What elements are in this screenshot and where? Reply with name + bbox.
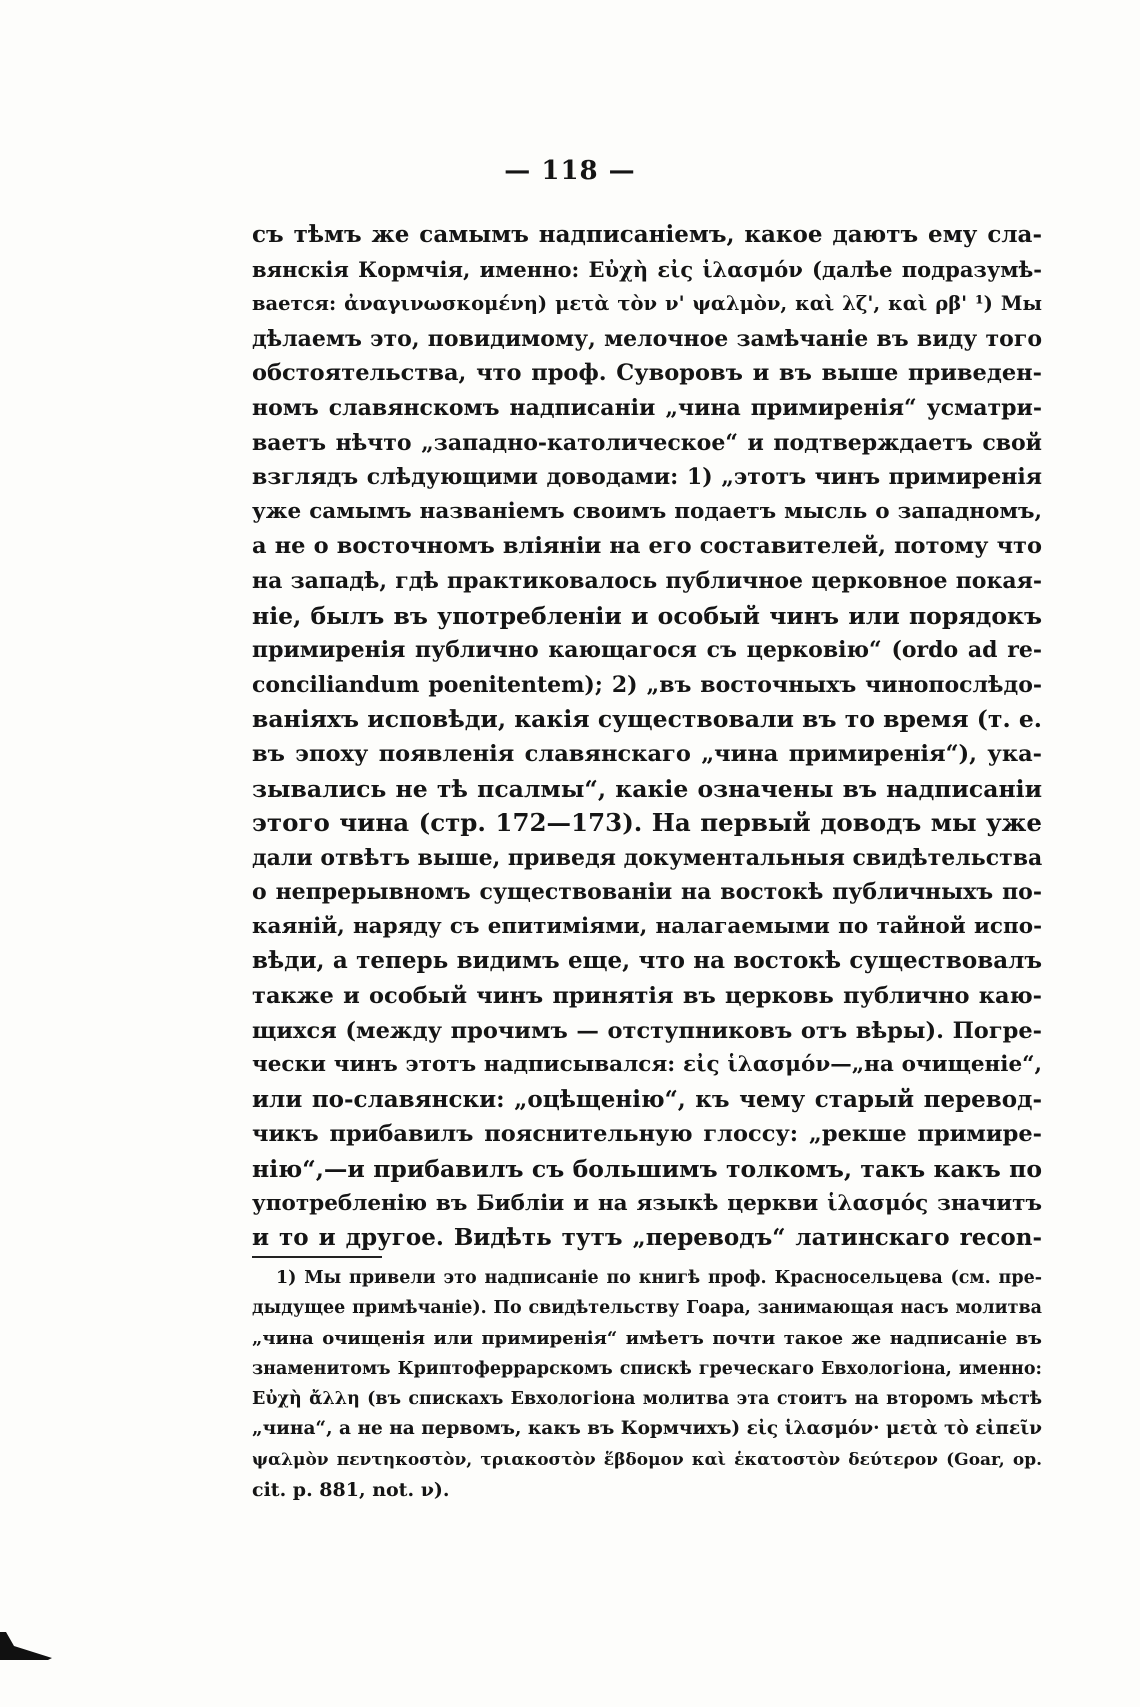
body-line: щихся (между прочимъ — отступниковъ отъ вѣры). Погре- bbox=[252, 1017, 1042, 1044]
footnote-line: знаменитомъ Криптоферрарскомъ спискѣ греческаго Евхологіона, именно: bbox=[252, 1358, 1042, 1379]
body-line: дали отвѣтъ выше, приведя документальныя свидѣтельства bbox=[252, 844, 1043, 871]
footnote-line: „чина очищенія или примиренія“ имѣетъ почти такое же надписаніе въ bbox=[252, 1327, 1042, 1349]
body-line: на западѣ, гдѣ практиковалось публичное церковное покая- bbox=[252, 567, 1042, 594]
body-line: взглядъ слѣдующими доводами: 1) „этотъ чинъ примиренія bbox=[252, 464, 1042, 491]
footnote-divider bbox=[252, 1256, 382, 1258]
body-line: или по-славянски: „оцѣщенію“, къ чему старый перевод- bbox=[252, 1085, 1042, 1113]
body-line: ніе, былъ въ употребленіи и особый чинъ или порядокъ bbox=[252, 601, 1042, 630]
footnote-line: 1) Мы привели это надписаніе по книгѣ проф. Красносельцева (см. пре- bbox=[276, 1268, 1042, 1288]
body-text bbox=[252, 218, 1042, 1256]
body-line: зывались не тѣ псалмы“, какіе означены въ надписаніи bbox=[252, 774, 1042, 803]
body-line: нію“,—и прибавилъ съ большимъ толкомъ, такъ какъ по bbox=[252, 1155, 1042, 1184]
footnote-line: дыдущее примѣчаніе). По свидѣтельству Гоара, занимающая насъ молитва bbox=[252, 1298, 1042, 1319]
body-line: и то и другое. Видѣть тутъ „переводъ“ латинскаго recon- bbox=[252, 1224, 1042, 1252]
footnote bbox=[252, 1263, 1042, 1505]
scan-corner-mark bbox=[0, 1632, 60, 1660]
body-line: ваніяхъ исповѣди, какія существовали въ то время (т. е. bbox=[252, 705, 1042, 734]
body-line: употребленію въ Библіи и на языкѣ церкви ἱλασμός значитъ bbox=[252, 1190, 1042, 1216]
body-line: примиренія публично кающагося съ церковію“ (ordo ad re- bbox=[252, 637, 1042, 664]
body-line: въ эпоху появленія славянскаго „чина примиренія“), ука- bbox=[252, 740, 1042, 767]
body-line: ваетъ нѣчто „западно-католическое“ и подтверждаетъ свой bbox=[252, 429, 1042, 456]
body-line: обстоятельства, что проф. Суворовъ и въ выше приведен- bbox=[252, 360, 1042, 387]
footnote-line: „чина“, а не на первомъ, какъ въ Кормчихъ) εἰς ἱλασμόν· μετὰ τὸ εἰπεῖν bbox=[252, 1418, 1042, 1440]
body-line: съ тѣмъ же самымъ надписаніемъ, какое даютъ ему сла- bbox=[252, 221, 1042, 248]
page-number: — 118 — bbox=[504, 156, 636, 186]
body-line: дѣлаемъ это, повидимому, мелочное замѣчаніе въ виду того bbox=[252, 325, 1042, 352]
body-line: чикъ прибавилъ пояснительную глоссу: „рекше примире- bbox=[252, 1121, 1042, 1148]
body-line: каяній, наряду съ епитиміями, налагаемыми по тайной испо- bbox=[252, 913, 1042, 939]
footnote-line: Εὐχὴ ἄλλη (въ спискахъ Евхологіона молитва эта стоитъ на второмъ мѣстѣ bbox=[252, 1389, 1042, 1410]
body-line: этого чина (стр. 172—173). На первый доводъ мы уже bbox=[252, 808, 1042, 838]
body-line: а не о восточномъ вліяніи на его составителей, потому что bbox=[252, 533, 1042, 560]
body-line: чески чинъ этотъ надписывался: εἰς ἱλασμόν—„на очищеніе“, bbox=[252, 1052, 1042, 1078]
body-line: уже самымъ названіемъ своимъ подаетъ мысль о западномъ, bbox=[252, 498, 1042, 524]
footnote-line: cit. p. 881, not. ν). bbox=[252, 1479, 450, 1502]
body-line: вѣди, а теперь видимъ еще, что на востокѣ существовалъ bbox=[252, 947, 1042, 975]
body-line: о непрерывномъ существованіи на востокѣ публичныхъ по- bbox=[252, 879, 1042, 906]
body-line: номъ славянскомъ надписаніи „чина примиренія“ усматри- bbox=[252, 394, 1042, 421]
body-line: вянскія Кормчія, именно: Εὐχὴ εἰς ἱλασμόν (далѣе подразумѣ- bbox=[252, 256, 1042, 282]
body-line: также и особый чинъ принятія въ церковь публично каю- bbox=[252, 983, 1042, 1010]
body-line: conciliandum poenitentem); 2) „въ восточныхъ чинопослѣдо- bbox=[252, 671, 1042, 698]
body-line: вается: ἀναγινωσκομένη) μετὰ τὸν ν' ψαλμὸν, καὶ λζ', καὶ ρβ' ¹) Мы bbox=[252, 292, 1042, 316]
footnote-line: ψαλμὸν πεντηκοστὸν, τριακοστὸν ἕβδομον καὶ ἑκατοστὸν δεύτερον (Goar, op. bbox=[252, 1449, 1042, 1470]
